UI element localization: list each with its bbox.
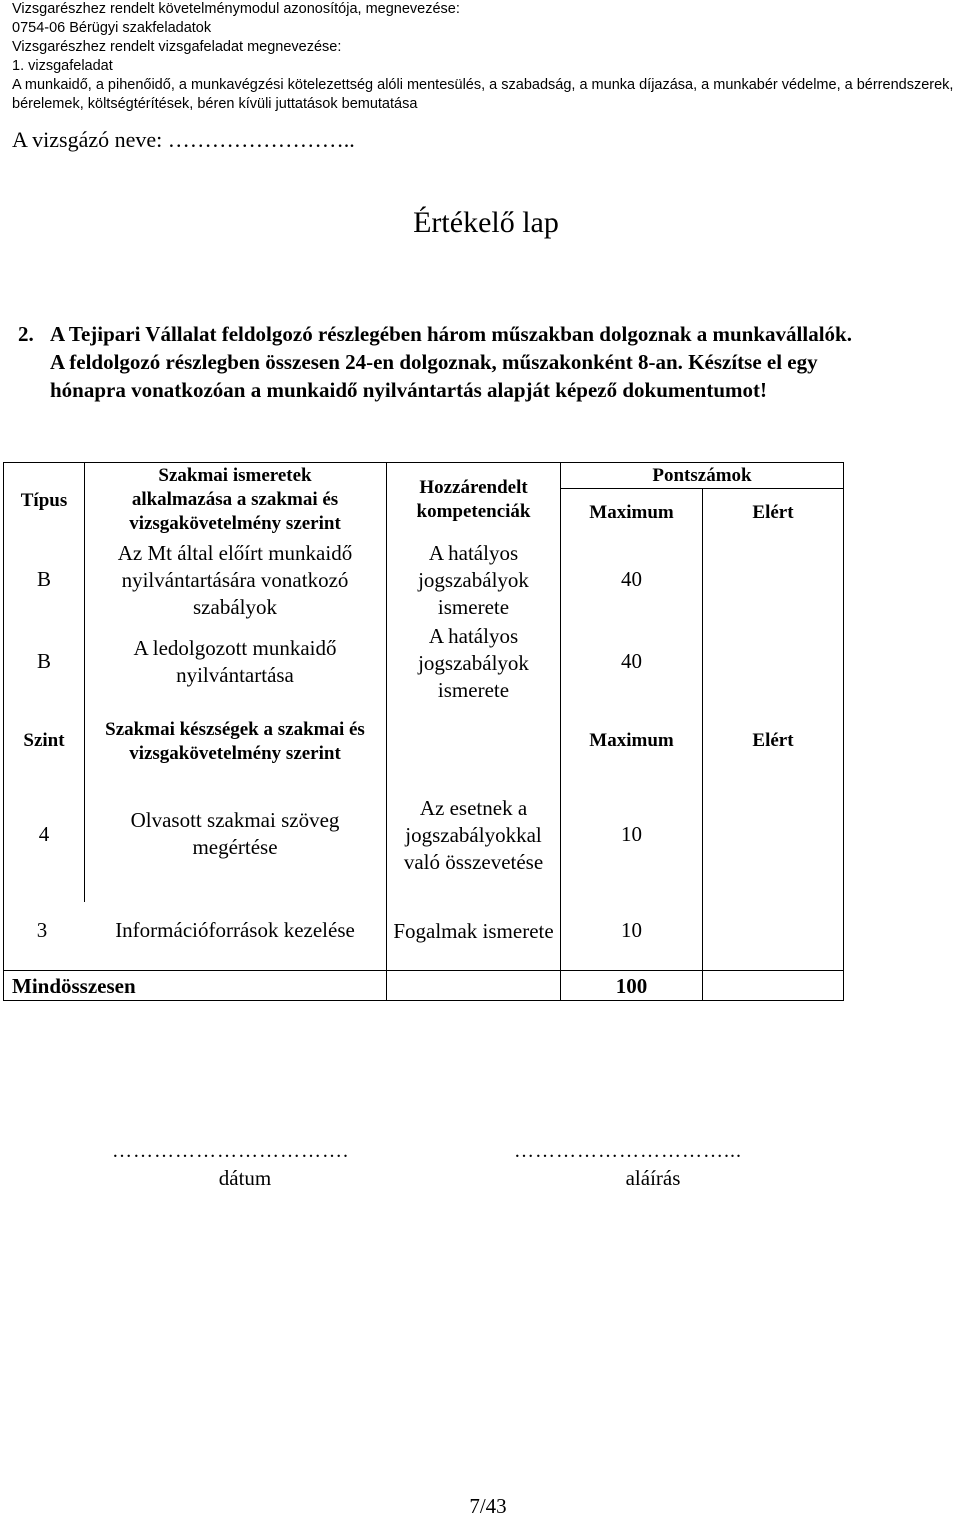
skill-row-competency: Az esetnek a jogszabályokkal való összevetése [403, 795, 544, 874]
header-line-module-name: 0754-06 Bérügyi szakfeladatok [12, 20, 212, 36]
header-line-task-number: 1. vizsgafeladat [12, 58, 113, 74]
candidate-name-line: A vizsgázó neve: …………………….. [12, 127, 355, 152]
table-row-description: A ledolgozott munkaidő nyilvántartása [133, 636, 337, 687]
table-border [84, 462, 85, 902]
table-row-competency: A hatályos jogszabályok ismerete [418, 623, 529, 702]
table-header-achieved: Elért [752, 502, 794, 523]
table-header-max: Maximum [589, 502, 674, 523]
task-text-line-3: hónapra vonatkozóan a munkaidő nyilvántartás alapját képező dokumentumot! [50, 378, 768, 402]
total-value: 100 [615, 973, 648, 998]
task-text-line-2: A feldolgozó részlegben összesen 24-en dolgoznak, műszakonként 8-an. Készítse el egy [50, 350, 818, 374]
date-line: ……………………………. [112, 1140, 349, 1162]
table-border [3, 1000, 844, 1001]
table-border [843, 462, 844, 1000]
total-label: Mindösszesen [12, 973, 136, 998]
table-row-type: B [36, 649, 51, 673]
skill-row-max: 10 [621, 918, 642, 942]
header-line-module-label: Vizsgarészhez rendelt követelménymodul azonosítója, megnevezése: [12, 1, 460, 17]
skills-header-max: Maximum [589, 730, 674, 751]
skill-row-level: 3 [36, 918, 48, 942]
skill-row-max: 10 [621, 822, 642, 846]
header-line-task-title: A munkaidő, a pihenőidő, a munkavégzési kötelezettség alóli mentesülés, a szabadság, a munka díjazása, a munkabér védelme, a bérrendszerek, [12, 77, 954, 93]
table-row-description: Az Mt által előírt munkaidő nyilvántartására vonatkozó szabályok [117, 540, 353, 619]
table-row-type: B [36, 567, 51, 591]
signature-label: aláírás [625, 1166, 681, 1190]
page-number: 7/43 [469, 1494, 507, 1518]
task-number: 2. [18, 322, 34, 346]
task-text-line-1: A Tejipari Vállalat feldolgozó részlegében három műszakban dolgoznak a munkavállalók. [50, 322, 852, 346]
skills-header-skills: Szakmai készségek a szakmai és vizsgakövetelmény szerint [105, 719, 365, 764]
table-header-competencies: Hozzárendelt kompetenciák [416, 477, 531, 522]
table-header-knowledge: Szakmai ismeretek alkalmazása a szakmai és vizsgakövetelmény szerint [129, 465, 341, 534]
page-title: Értékelő lap [413, 206, 559, 239]
table-border [3, 970, 844, 971]
signature-line: …………………………... [514, 1140, 742, 1162]
table-header-points: Pontszámok [652, 464, 752, 486]
table-row-max: 40 [621, 567, 642, 591]
table-border [560, 488, 844, 489]
header-line-task-label: Vizsgarészhez rendelt vizsgafeladat megnevezése: [12, 39, 342, 55]
date-label: dátum [218, 1166, 272, 1190]
skill-row-description: Olvasott szakmai szöveg megértése [130, 808, 340, 859]
skills-header-achieved: Elért [752, 730, 794, 751]
skills-header-level: Szint [23, 730, 65, 751]
skill-row-competency: Fogalmak ismerete [393, 918, 554, 943]
header-line-task-title-cont: bérelemek, költségtérítések, béren kívüli juttatások bemutatása [12, 96, 418, 112]
table-row-competency: A hatályos jogszabályok ismerete [418, 540, 529, 619]
skill-row-level: 4 [38, 822, 50, 846]
table-header-type: Típus [20, 490, 68, 511]
skill-row-description: Információforrások kezelése [115, 918, 355, 942]
table-row-max: 40 [621, 649, 642, 673]
